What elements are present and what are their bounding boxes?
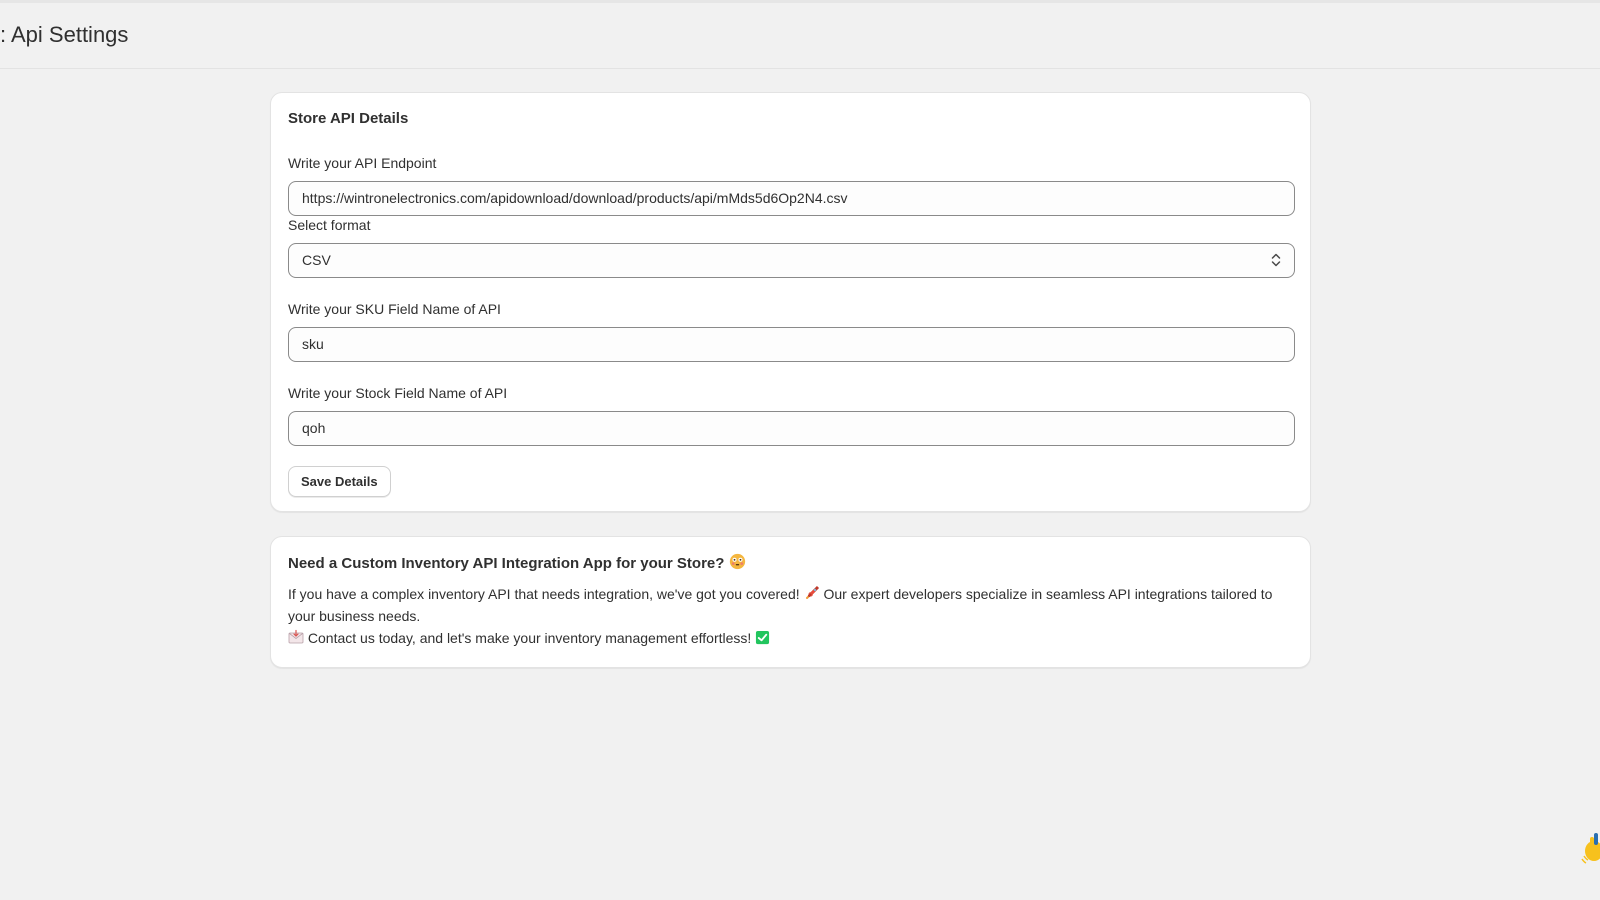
api-endpoint-input[interactable]: https://wintronelectronics.com/apidownload/download/products/api/mMds5d6Op2N4.csv [288, 181, 1295, 216]
custom-integration-card [270, 536, 1311, 668]
envelope-icon [288, 629, 304, 645]
promo-body [288, 583, 1298, 649]
stock-field-input[interactable]: qoh [288, 411, 1295, 446]
waving-hand-icon[interactable] [1580, 825, 1600, 865]
sku-field-input[interactable]: sku [288, 327, 1295, 362]
check-mark-icon [755, 630, 770, 645]
promo-text-1: If you have a complex inventory API that needs integration, we've got you covered! [288, 586, 800, 602]
store-api-details-card [270, 92, 1311, 512]
page-title: : Api Settings [0, 22, 129, 47]
flushed-face-icon [729, 553, 746, 570]
rocket-icon [804, 585, 820, 601]
sku-field-label: Write your SKU Field Name of API [288, 301, 501, 317]
page-header [0, 3, 1600, 69]
promo-title-text: Need a Custom Inventory API Integration App for your Store? [288, 555, 725, 572]
endpoint-label: Write your API Endpoint [288, 155, 437, 171]
promo-title [288, 553, 746, 572]
save-details-button[interactable]: Save Details [288, 466, 391, 497]
promo-text-3: Contact us today, and let's make your inventory management effortless! [307, 630, 752, 646]
promo-text-2: Our expert developers specialize in seamless API integrations tailored to your business needs. [288, 586, 1273, 624]
format-select-value: CSV [302, 252, 331, 268]
format-label: Select format [288, 217, 371, 233]
stock-field-label: Write your Stock Field Name of API [288, 385, 508, 401]
select-chevron-icon [1270, 252, 1282, 268]
format-select[interactable] [288, 243, 1295, 278]
card-title: Store API Details [288, 110, 409, 127]
